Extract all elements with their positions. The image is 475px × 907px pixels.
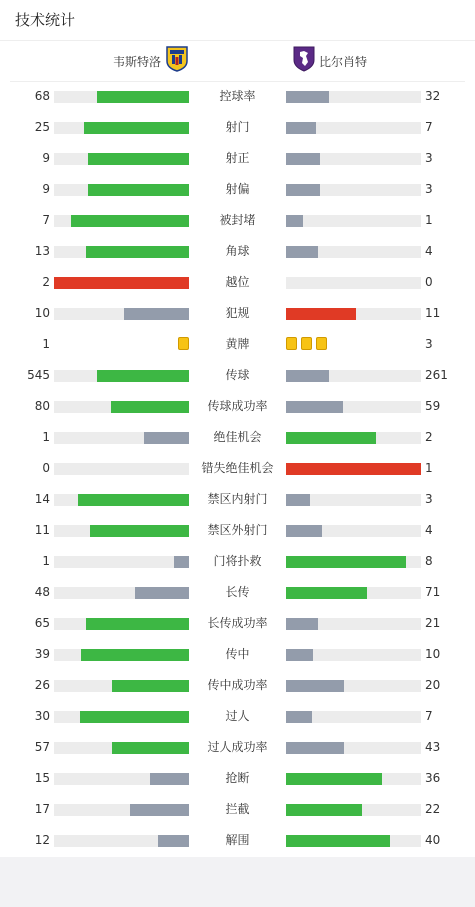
away-bar-track [286, 401, 421, 413]
away-bar-track [286, 463, 421, 475]
away-bar [286, 742, 344, 754]
away-bar [286, 556, 406, 568]
stat-row [0, 732, 475, 763]
home-team[interactable] [113, 48, 189, 74]
away-cards [286, 337, 327, 351]
home-bar [86, 246, 189, 258]
yellow-card-icon [178, 337, 189, 350]
home-value: 9 [42, 151, 50, 165]
away-bar-track [286, 649, 421, 661]
away-bar [286, 122, 316, 134]
away-value: 36 [425, 771, 441, 785]
home-value: 545 [27, 368, 50, 382]
away-value: 11 [425, 306, 441, 320]
away-bar [286, 401, 343, 413]
away-bar [286, 308, 356, 320]
stat-row [0, 670, 475, 701]
away-value: 40 [425, 833, 441, 847]
home-bar-track [54, 649, 189, 661]
away-value: 3 [425, 337, 433, 351]
away-value: 10 [425, 647, 441, 661]
home-bar-track [54, 277, 189, 289]
stat-label: 犯规 [225, 306, 250, 320]
stat-row [0, 329, 475, 360]
away-bar [286, 153, 320, 165]
stat-row [0, 701, 475, 732]
home-value: 48 [34, 585, 50, 599]
away-bar [286, 370, 329, 382]
stat-label: 控球率 [219, 89, 256, 103]
stat-row [0, 484, 475, 515]
stat-label: 门将扑救 [213, 554, 262, 568]
away-value: 43 [425, 740, 441, 754]
away-team-name: 比尔肖特 [319, 54, 368, 69]
away-bar [286, 711, 312, 723]
stat-label: 射正 [225, 151, 250, 165]
home-bar-track [54, 184, 189, 196]
home-value: 57 [34, 740, 50, 754]
home-bar-track [54, 618, 189, 630]
stat-row [0, 112, 475, 143]
home-value: 1 [42, 554, 50, 568]
away-value: 0 [425, 275, 433, 289]
stat-row [0, 422, 475, 453]
home-bar-track [54, 463, 189, 475]
home-bar-track [54, 742, 189, 754]
stat-row [0, 267, 475, 298]
away-team[interactable] [293, 48, 367, 74]
home-value: 10 [34, 306, 50, 320]
away-value: 4 [425, 523, 433, 537]
home-bar [86, 618, 189, 630]
home-bar [174, 556, 189, 568]
away-value: 4 [425, 244, 433, 258]
home-value: 65 [34, 616, 50, 630]
away-bar-track [286, 432, 421, 444]
away-bar [286, 463, 421, 475]
beerschot-crest-icon [293, 46, 315, 76]
away-value: 7 [425, 120, 433, 134]
page-title: 技术统计 [15, 11, 76, 29]
away-value: 1 [425, 461, 433, 475]
away-bar-track [286, 91, 421, 103]
stat-row [0, 205, 475, 236]
away-bar [286, 246, 318, 258]
stat-label: 禁区外射门 [207, 523, 268, 537]
home-bar-track [54, 153, 189, 165]
home-value: 0 [42, 461, 50, 475]
stat-row [0, 608, 475, 639]
away-bar-track [286, 494, 421, 506]
away-bar [286, 215, 303, 227]
home-value: 7 [42, 213, 50, 227]
stat-label: 被封堵 [219, 213, 256, 227]
away-bar [286, 680, 344, 692]
stat-label: 过人成功率 [207, 740, 268, 754]
home-bar [130, 804, 189, 816]
away-bar-track [286, 122, 421, 134]
home-bar [97, 370, 189, 382]
home-bar-track [54, 122, 189, 134]
away-bar-track [286, 308, 421, 320]
away-bar-track [286, 680, 421, 692]
stat-row [0, 639, 475, 670]
home-bar-track [54, 525, 189, 537]
home-value: 80 [34, 399, 50, 413]
away-value: 22 [425, 802, 441, 816]
team-header [0, 41, 475, 81]
home-bar-track [54, 835, 189, 847]
stat-label: 长传 [225, 585, 250, 599]
stat-label: 禁区内射门 [207, 492, 268, 506]
stat-row [0, 81, 475, 112]
home-bar [97, 91, 189, 103]
stat-label: 长传成功率 [207, 616, 268, 630]
stat-label: 传中 [225, 647, 250, 661]
away-value: 7 [425, 709, 433, 723]
away-bar-track [286, 804, 421, 816]
home-bar [71, 215, 189, 227]
home-bar [81, 649, 189, 661]
stat-row [0, 360, 475, 391]
away-bar-track [286, 742, 421, 754]
home-bar-track [54, 711, 189, 723]
away-bar-track [286, 711, 421, 723]
stat-label: 黄牌 [225, 337, 250, 351]
home-bar-track [54, 494, 189, 506]
home-value: 14 [34, 492, 50, 506]
home-value: 1 [42, 337, 50, 351]
away-bar-track [286, 587, 421, 599]
home-bar [144, 432, 189, 444]
away-bar-track [286, 246, 421, 258]
home-value: 9 [42, 182, 50, 196]
home-bar [111, 401, 189, 413]
stat-label: 角球 [225, 244, 250, 258]
stat-label: 绝佳机会 [213, 430, 262, 444]
home-bar [88, 184, 189, 196]
home-bar [54, 277, 189, 289]
home-bar [112, 742, 189, 754]
stat-row [0, 143, 475, 174]
home-bar-track [54, 308, 189, 320]
away-bar [286, 835, 390, 847]
home-bar-track [54, 680, 189, 692]
home-bar [112, 680, 189, 692]
away-bar [286, 804, 362, 816]
stat-row [0, 453, 475, 484]
yellow-card-icon [286, 337, 297, 350]
home-bar [124, 308, 189, 320]
home-bar-track [54, 401, 189, 413]
yellow-card-icon [316, 337, 327, 350]
stat-label: 传球 [225, 368, 250, 382]
home-bar [90, 525, 189, 537]
stat-label: 越位 [225, 275, 250, 289]
away-bar-track [286, 277, 421, 289]
away-bar [286, 587, 367, 599]
away-value: 71 [425, 585, 441, 599]
home-cards [178, 337, 189, 351]
home-value: 25 [34, 120, 50, 134]
home-bar-track [54, 804, 189, 816]
home-value: 39 [34, 647, 50, 661]
home-bar-track [54, 432, 189, 444]
stat-row [0, 236, 475, 267]
home-bar [84, 122, 189, 134]
yellow-card-icon [301, 337, 312, 350]
home-bar-track [54, 370, 189, 382]
away-bar [286, 649, 313, 661]
away-value: 1 [425, 213, 433, 227]
home-bar [80, 711, 189, 723]
away-bar-track [286, 618, 421, 630]
stat-label: 解围 [225, 833, 250, 847]
stat-label: 拦截 [225, 802, 250, 816]
stat-label: 错失绝佳机会 [201, 461, 274, 475]
away-bar [286, 525, 322, 537]
home-value: 26 [34, 678, 50, 692]
stat-row [0, 546, 475, 577]
home-value: 17 [34, 802, 50, 816]
stat-row [0, 174, 475, 205]
away-value: 21 [425, 616, 441, 630]
stat-label: 射门 [225, 120, 250, 134]
away-value: 3 [425, 151, 433, 165]
home-value: 68 [34, 89, 50, 103]
stat-label: 过人 [225, 709, 250, 723]
away-bar [286, 773, 382, 785]
away-bar-track [286, 556, 421, 568]
home-value: 12 [34, 833, 50, 847]
away-bar-track [286, 153, 421, 165]
home-team-name: 韦斯特洛 [112, 54, 161, 69]
stat-row [0, 794, 475, 825]
stat-row [0, 825, 475, 856]
home-value: 30 [34, 709, 50, 723]
home-bar [88, 153, 189, 165]
away-bar [286, 494, 310, 506]
home-bar-track [54, 246, 189, 258]
away-value: 8 [425, 554, 433, 568]
stat-row [0, 577, 475, 608]
home-bar-track [54, 215, 189, 227]
away-bar-track [286, 370, 421, 382]
stat-row [0, 391, 475, 422]
home-value: 13 [34, 244, 50, 258]
home-bar-track [54, 91, 189, 103]
away-bar-track [286, 184, 421, 196]
home-bar [78, 494, 189, 506]
away-bar [286, 91, 329, 103]
away-value: 261 [425, 368, 448, 382]
stat-label: 传中成功率 [207, 678, 268, 692]
stat-label: 射偏 [225, 182, 250, 196]
stat-label: 传球成功率 [207, 399, 268, 413]
home-value: 2 [42, 275, 50, 289]
home-value: 15 [34, 771, 50, 785]
away-value: 32 [425, 89, 441, 103]
away-bar-track [286, 835, 421, 847]
away-bar [286, 184, 320, 196]
stat-row [0, 763, 475, 794]
away-value: 59 [425, 399, 441, 413]
home-bar [135, 587, 189, 599]
away-value: 3 [425, 182, 433, 196]
home-value: 11 [34, 523, 50, 537]
away-bar-track [286, 215, 421, 227]
away-value: 20 [425, 678, 441, 692]
home-bar [150, 773, 189, 785]
westerlo-crest-icon [165, 46, 189, 76]
away-bar-track [286, 773, 421, 785]
home-bar-track [54, 556, 189, 568]
away-bar [286, 432, 376, 444]
home-value: 1 [42, 430, 50, 444]
away-value: 3 [425, 492, 433, 506]
home-bar-track [54, 773, 189, 785]
away-bar-track [286, 525, 421, 537]
stat-label: 抢断 [225, 771, 250, 785]
away-bar [286, 618, 318, 630]
stat-row [0, 298, 475, 329]
home-bar [158, 835, 189, 847]
away-value: 2 [425, 430, 433, 444]
stat-row [0, 515, 475, 546]
home-bar-track [54, 587, 189, 599]
